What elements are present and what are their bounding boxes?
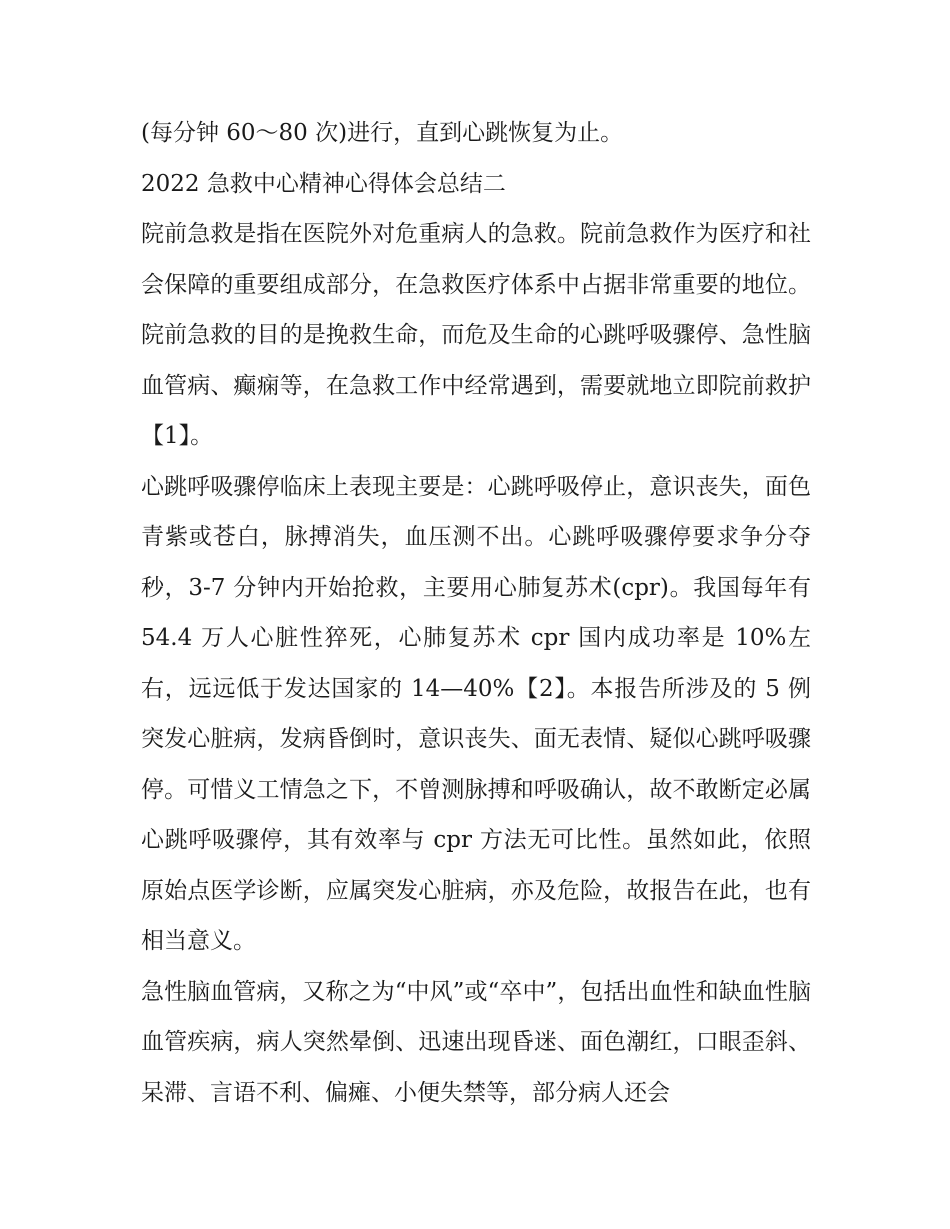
paragraph-prehospital-care: 院前急救是指在医院外对危重病人的急救。院前急救作为医疗和社会保障的重要组成部分，在急救医疗体系中占据非常重要的地位。院前急救的目的是挽救生命，而危及生命的心跳呼吸骤停、急性脑血管病、癫痫等，在急救工作中经常遇到，需要就地立即院前救护【1】。 [141,221,811,449]
section-heading: 2022 急救中心精神心得体会总结二 [141,170,506,197]
document-body [141,108,811,1118]
paragraph-cerebrovascular: 急性脑血管病，又称之为“中风”或“卒中”，包括出血性和缺血性脑血管疾病，病人突然晕倒、迅速出现昏迷、面色潮红，口眼歪斜、呆滞、言语不利、偏瘫、小便失禁等，部分病人还会 [141,978,811,1106]
paragraph-continuation: (每分钟 60～80 次)进行，直到心跳恢复为止。 [141,120,624,146]
paragraph-cardiac-arrest: 心跳呼吸骤停临床上表现主要是：心跳呼吸停止，意识丧失，面色青紫或苍白，脉搏消失，血压测不出。心跳呼吸骤停要求争分夺秒，3-7 分钟内开始抢救，主要用心肺复苏术(cpr)。我国每年有 54.4 万人心脏性猝死，心肺复苏术 cpr 国内成功率是 10%左右，远远低于发达国家的 14—40%【2】。本报告所涉及的 5 例突发心脏病，发病昏倒时，意识丧失、面无表情、疑似心跳呼吸骤停。可惜义工情急之下，不曾测脉搏和呼吸确认，故不敢断定必属心跳呼吸骤停，其有效率与 cpr 方法无可比性。虽然如此，依照原始点医学诊断，应属突发心脏病，亦及危险，故报告在此，也有相当意义。 [141,473,811,954]
